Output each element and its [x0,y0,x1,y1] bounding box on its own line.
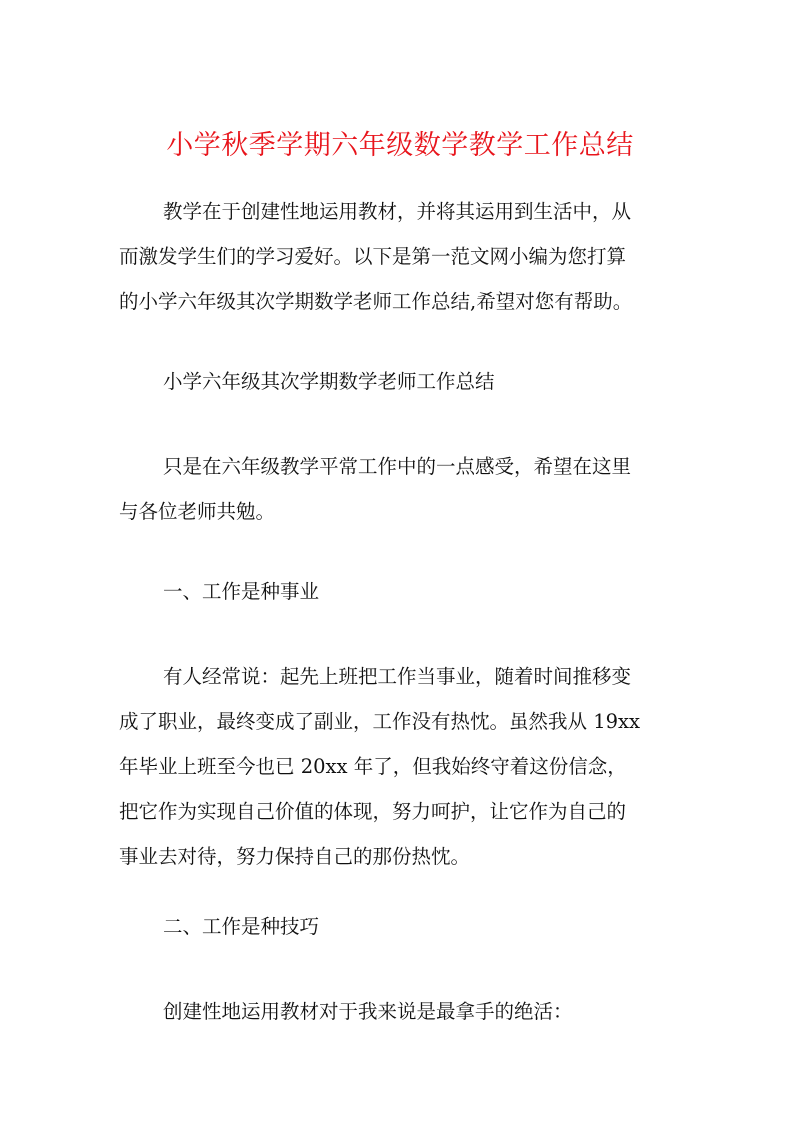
paragraph-line: 创建性地运用教材对于我来说是最拿手的绝活： [163,1000,573,1023]
paragraph-line: 而激发学生们的学习爱好。以下是第一范文网小编为您打算 [119,245,627,268]
paragraph-2 [119,444,689,534]
paragraph-line: 事业去对待，努力保持自己的那份热忱。 [119,845,471,868]
paragraph-line: 成了职业，最终变成了副业，工作没有热忱。虽然我从 19xx [119,710,641,733]
intro-paragraph [119,189,689,324]
subtitle-heading: 小学六年级其次学期数学老师工作总结 [163,370,495,393]
paragraph-line: 教学在于创建性地运用教材，并将其运用到生活中，从 [163,200,632,223]
paragraph-line: 有人经常说：起先上班把工作当事业，随着时间推移变 [163,665,632,688]
section-1-heading: 一、工作是种事业 [163,580,320,603]
paragraph-line: 与各位老师共勉。 [119,500,276,523]
document-title: 小学秋季学期六年级数学教学工作总结 [166,130,634,161]
paragraph-3 [119,654,689,879]
paragraph-line: 的小学六年级其次学期数学老师工作总结,希望对您有帮助。 [119,290,633,313]
paragraph-line: 年毕业上班至今也已 20xx 年了，但我始终守着这份信念， [119,755,627,778]
paragraph-line: 只是在六年级教学平常工作中的一点感受，希望在这里 [163,455,632,478]
paragraph-4 [119,989,689,1034]
section-2-heading: 二、工作是种技巧 [163,915,320,938]
paragraph-line: 把它作为实现自己价值的体现，努力呵护，让它作为自己的 [119,800,627,823]
